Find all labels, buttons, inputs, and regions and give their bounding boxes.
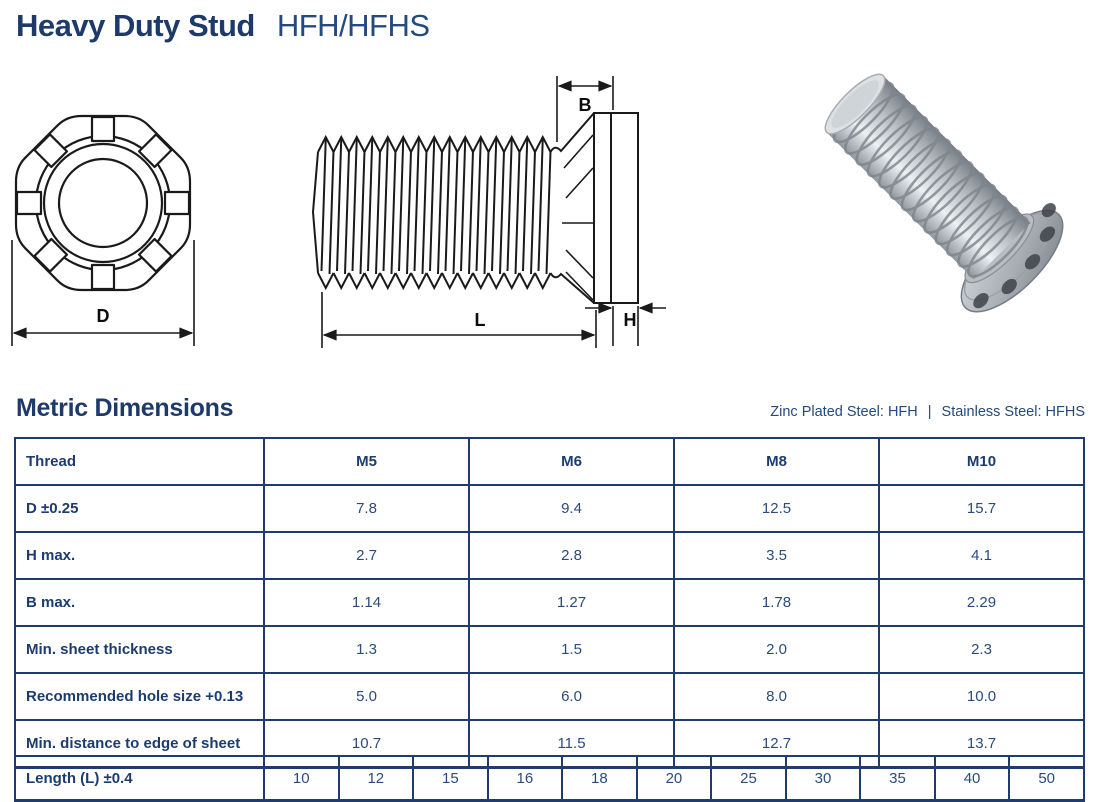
value-cell: 9.4 (469, 485, 674, 532)
table-row (15, 626, 1084, 673)
column-header-m6: M6 (469, 438, 674, 485)
value-cell: 3.5 (674, 532, 879, 579)
value-cell: 2.7 (264, 532, 469, 579)
table-row (15, 485, 1084, 532)
value-cell: 5.0 (264, 673, 469, 720)
value-cell: 11.5 (469, 720, 674, 768)
value-cell: 2.3 (879, 626, 1084, 673)
finish-separator: | (927, 404, 932, 420)
length-value-cell: 25 (711, 756, 786, 801)
metric-dimensions-table (14, 437, 1085, 769)
length-label-cell: Length (L) ±0.4 (15, 756, 264, 801)
page-title: Heavy Duty Stud (16, 8, 255, 43)
length-value-cell: 18 (562, 756, 637, 801)
page-subtitle: HFH/HFHS (276, 8, 430, 43)
value-cell: 2.29 (879, 579, 1084, 626)
column-header-m5: M5 (264, 438, 469, 485)
photo-shank (818, 67, 1035, 284)
dimension-l (322, 292, 596, 348)
row-label: H max. (15, 532, 264, 579)
value-cell: 8.0 (674, 673, 879, 720)
length-value-cell: 50 (1009, 756, 1084, 801)
row-label: Recommended hole size +0.13 (15, 673, 264, 720)
length-value-cell: 10 (264, 756, 339, 801)
head-serrations (562, 135, 593, 300)
value-cell: 7.8 (264, 485, 469, 532)
row-label: D ±0.25 (15, 485, 264, 532)
length-table (14, 755, 1085, 802)
length-value-cell: 20 (637, 756, 712, 801)
product-photo (800, 55, 1096, 355)
table-row (15, 579, 1084, 626)
head-lobe-slots (17, 117, 189, 289)
title-row (16, 8, 430, 44)
value-cell: 12.5 (674, 485, 879, 532)
value-cell: 1.27 (469, 579, 674, 626)
dimension-label-d: D (96, 306, 110, 326)
value-cell: 10.0 (879, 673, 1084, 720)
stud-head-outline (16, 116, 190, 290)
value-cell: 1.5 (469, 626, 674, 673)
value-cell: 10.7 (264, 720, 469, 768)
length-value-cell: 30 (786, 756, 861, 801)
finish-note (770, 404, 1085, 420)
value-cell: 4.1 (879, 532, 1084, 579)
length-value-cell: 40 (935, 756, 1010, 801)
value-cell: 12.7 (674, 720, 879, 768)
length-value-cell: 35 (860, 756, 935, 801)
dimension-label-l: L (474, 310, 486, 330)
section-heading: Metric Dimensions (16, 394, 234, 422)
column-header-m8: M8 (674, 438, 879, 485)
thread-header-cell: Thread (15, 438, 264, 485)
value-cell: 1.3 (264, 626, 469, 673)
value-cell: 13.7 (879, 720, 1084, 768)
length-value-cell: 16 (488, 756, 563, 801)
row-label: Min. sheet thickness (15, 626, 264, 673)
table-row (15, 673, 1084, 720)
value-cell: 15.7 (879, 485, 1084, 532)
row-label: B max. (15, 579, 264, 626)
length-value-cell: 12 (339, 756, 414, 801)
value-cell: 2.0 (674, 626, 879, 673)
finish-stainless: Stainless Steel: HFHS (941, 404, 1085, 420)
length-row (15, 756, 1084, 801)
value-cell: 6.0 (469, 673, 674, 720)
stud-head-profile (551, 113, 639, 303)
dimension-label-h: H (623, 310, 637, 330)
value-cell: 2.8 (469, 532, 674, 579)
dimension-label-b: B (578, 95, 592, 115)
finish-zinc: Zinc Plated Steel: HFH (770, 404, 918, 420)
row-label: Min. distance to edge of sheet (15, 720, 264, 768)
thread-profile (313, 137, 551, 288)
length-value-cell: 15 (413, 756, 488, 801)
column-header-m10: M10 (879, 438, 1084, 485)
value-cell: 1.14 (264, 579, 469, 626)
value-cell: 1.78 (674, 579, 879, 626)
table-header-row (15, 438, 1084, 485)
table-row (15, 532, 1084, 579)
